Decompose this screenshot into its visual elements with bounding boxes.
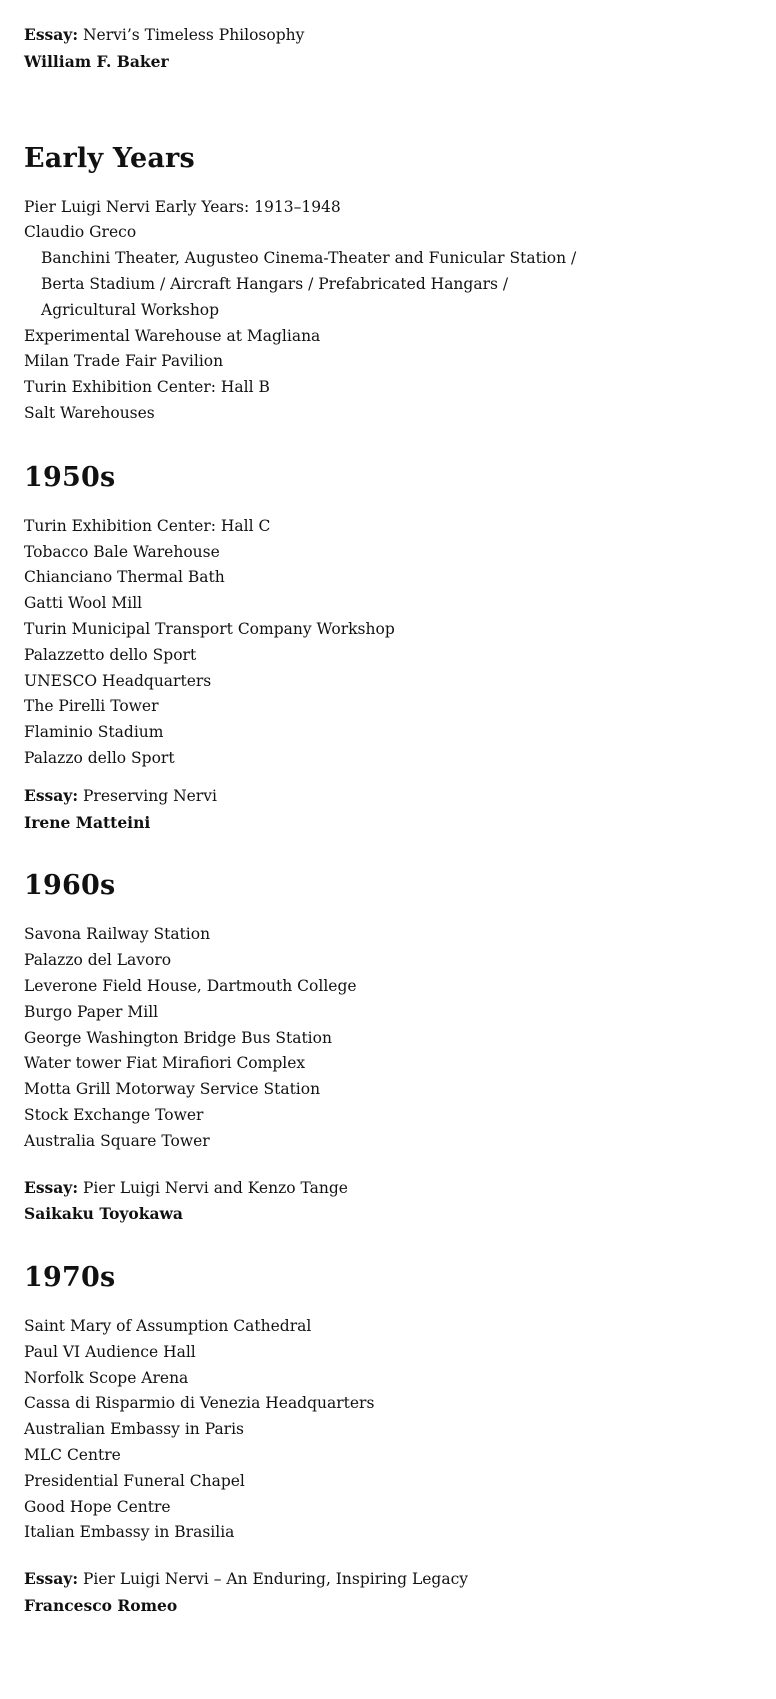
list-item[interactable]: George Washington Bridge Bus Station: [24, 1028, 332, 1047]
list-item[interactable]: Banchini Theater, Augusteo Cinema-Theater and Funicular Station /: [41, 249, 577, 268]
list-item[interactable]: Saint Mary of Assumption Cathedral: [24, 1317, 312, 1336]
essay-author: Saikaku Toyokawa: [24, 1204, 183, 1224]
section-heading: Early Years: [24, 142, 195, 174]
section-heading: 1950s: [24, 461, 116, 493]
list-item[interactable]: Paul VI Audience Hall: [24, 1342, 196, 1361]
items-list: [24, 1314, 744, 1546]
section-heading: 1960s: [24, 870, 116, 902]
essay-label: Essay:: [24, 25, 79, 44]
list-item[interactable]: Berta Stadium / Aircraft Hangars / Prefabricated Hangars /: [41, 274, 509, 293]
essay-title: Pier Luigi Nervi – An Enduring, Inspiring Legacy: [78, 1570, 469, 1589]
list-item[interactable]: Water tower Fiat Mirafiori Complex: [24, 1054, 306, 1073]
table-of-contents: [24, 22, 744, 1619]
essay-block: [24, 783, 744, 836]
list-item[interactable]: Chianciano Thermal Bath: [24, 568, 225, 587]
list-item[interactable]: Good Hope Centre: [24, 1497, 171, 1516]
intro-title[interactable]: Pier Luigi Nervi Early Years: 1913–1948: [24, 197, 341, 216]
list-item[interactable]: Stock Exchange Tower: [24, 1105, 204, 1124]
list-item[interactable]: Salt Warehouses: [24, 403, 155, 422]
sub-items-list: [24, 246, 744, 323]
items-list: [24, 514, 744, 772]
essay-author: Francesco Romeo: [24, 1596, 178, 1616]
section-1960s: [24, 870, 744, 1227]
essay-label: Essay:: [24, 1177, 79, 1197]
section-early-years: [24, 143, 744, 427]
list-item[interactable]: Turin Exhibition Center: Hall C: [24, 516, 271, 535]
list-item[interactable]: Palazzo del Lavoro: [24, 951, 172, 970]
section-heading: 1970s: [24, 1262, 116, 1294]
essay-label: Essay:: [24, 1569, 79, 1589]
intro-essay: [24, 22, 744, 75]
essay-author: Irene Matteini: [24, 812, 151, 832]
list-item[interactable]: Savona Railway Station: [24, 925, 211, 944]
section-1970s: [24, 1262, 744, 1619]
list-item[interactable]: Palazzetto dello Sport: [24, 645, 197, 664]
list-item[interactable]: Motta Grill Motorway Service Station: [24, 1080, 321, 1099]
list-item[interactable]: Norfolk Scope Arena: [24, 1368, 189, 1387]
essay-block: [24, 1175, 744, 1228]
list-item[interactable]: Gatti Wool Mill: [24, 594, 143, 613]
items-list: [24, 324, 744, 427]
list-item[interactable]: Agricultural Workshop: [41, 300, 220, 319]
list-item[interactable]: UNESCO Headquarters: [24, 671, 212, 690]
list-item[interactable]: Turin Municipal Transport Company Workshop: [24, 619, 395, 638]
list-item[interactable]: Milan Trade Fair Pavilion: [24, 352, 224, 371]
essay-author: William F. Baker: [24, 51, 169, 71]
intro-author: Claudio Greco: [24, 223, 137, 242]
list-item[interactable]: Australian Embassy in Paris: [24, 1420, 245, 1439]
list-item[interactable]: Experimental Warehouse at Magliana: [24, 326, 321, 345]
essay-line[interactable]: [24, 783, 744, 810]
essay-block: [24, 1566, 744, 1619]
list-item[interactable]: Tobacco Bale Warehouse: [24, 542, 220, 561]
list-item[interactable]: The Pirelli Tower: [24, 697, 159, 716]
essay-title: Nervi’s Timeless Philosophy: [78, 26, 305, 44]
list-item[interactable]: Flaminio Stadium: [24, 723, 164, 742]
essay-line[interactable]: [24, 1566, 744, 1593]
list-item[interactable]: Presidential Funeral Chapel: [24, 1471, 245, 1490]
list-item[interactable]: Italian Embassy in Brasilia: [24, 1523, 235, 1542]
essay-label: Essay:: [24, 785, 79, 805]
list-item[interactable]: Leverone Field House, Dartmouth College: [24, 976, 357, 995]
list-item[interactable]: Turin Exhibition Center: Hall B: [24, 378, 270, 397]
essay-line[interactable]: [24, 22, 744, 49]
list-item[interactable]: MLC Centre: [24, 1446, 121, 1465]
essay-line[interactable]: [24, 1175, 744, 1202]
list-item[interactable]: Burgo Paper Mill: [24, 1002, 159, 1021]
essay-title: Pier Luigi Nervi and Kenzo Tange: [78, 1178, 348, 1197]
section-1950s: [24, 462, 744, 836]
list-item[interactable]: Cassa di Risparmio di Venezia Headquarters: [24, 1394, 375, 1413]
list-item[interactable]: Palazzo dello Sport: [24, 748, 175, 767]
essay-title: Preserving Nervi: [78, 786, 217, 805]
list-item[interactable]: Australia Square Tower: [24, 1131, 210, 1150]
items-list: [24, 922, 744, 1154]
